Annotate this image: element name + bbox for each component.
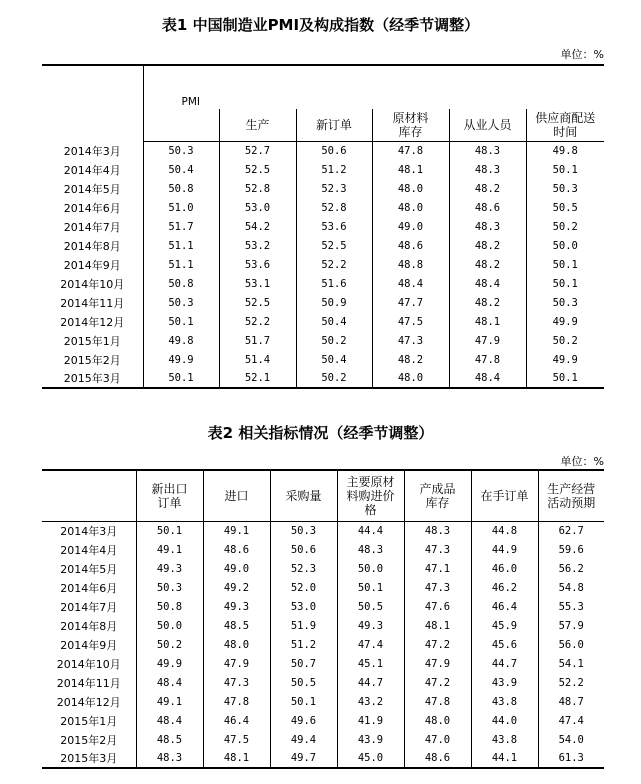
table1-cell: 48.2 <box>372 350 449 369</box>
table1-row-date: 2014年3月 <box>63 144 121 158</box>
table1-cell: 50.0 <box>526 236 604 255</box>
table2-cell: 44.7 <box>471 654 538 673</box>
table2-cell: 46.2 <box>471 578 538 597</box>
table2-cell: 48.3 <box>136 749 203 768</box>
table-row <box>42 350 604 369</box>
table1-cell: 47.3 <box>372 331 449 350</box>
table1-cell: 48.2 <box>449 179 526 198</box>
table-row <box>42 749 604 768</box>
table-row <box>42 521 604 540</box>
table1-cell: 48.4 <box>449 369 526 388</box>
table1-cell: 48.3 <box>449 141 526 160</box>
table1-row-date: 2014年8月 <box>63 239 121 253</box>
table1-cell: 50.1 <box>526 255 604 274</box>
table-row <box>42 616 604 635</box>
table2-cell: 48.5 <box>203 616 270 635</box>
table2-cell: 47.8 <box>203 692 270 711</box>
table2-cell: 46.4 <box>471 597 538 616</box>
table1-cell: 50.8 <box>143 179 219 198</box>
table-row <box>42 711 604 730</box>
table2-cell: 47.9 <box>404 654 471 673</box>
table2-cell: 54.0 <box>538 730 604 749</box>
table2-cell: 48.1 <box>203 749 270 768</box>
table1-header-line: 生产 <box>245 117 270 132</box>
table2-header-col-4 <box>404 470 471 521</box>
table1 <box>42 64 604 389</box>
table-row <box>42 217 604 236</box>
table2-cell: 61.3 <box>538 749 604 768</box>
table1-cell: 49.9 <box>526 350 604 369</box>
table1-cell: 52.1 <box>219 369 296 388</box>
table-row <box>42 274 604 293</box>
table2-header-row <box>42 470 604 521</box>
table1-cell: 49.9 <box>526 312 604 331</box>
table1-cell: 51.7 <box>143 217 219 236</box>
table2 <box>42 469 604 769</box>
table2-cell: 50.8 <box>136 597 203 616</box>
table2-cell: 47.5 <box>203 730 270 749</box>
table2-cell: 55.3 <box>538 597 604 616</box>
table2-row-date: 2015年1月 <box>60 714 118 728</box>
table2-cell: 57.9 <box>538 616 604 635</box>
table2-header-line: 订单 <box>157 495 182 510</box>
table1-cell: 48.0 <box>372 369 449 388</box>
table1-cell: 50.9 <box>296 293 372 312</box>
table2-cell: 56.0 <box>538 635 604 654</box>
table1-row-date: 2015年2月 <box>63 353 121 367</box>
table1-cell: 52.8 <box>296 198 372 217</box>
table1-cell: 51.4 <box>219 350 296 369</box>
table1-row-date: 2014年10月 <box>60 277 125 291</box>
table2-row-date: 2014年3月 <box>60 524 118 538</box>
table1-cell: 48.1 <box>449 312 526 331</box>
table2-header-line: 料购进价 <box>346 488 395 503</box>
table1-header-line: 库存 <box>398 124 423 139</box>
table2-cell: 47.2 <box>404 635 471 654</box>
table1-row-date: 2014年9月 <box>63 258 121 272</box>
table2-cell: 45.9 <box>471 616 538 635</box>
table1-cell: 53.0 <box>219 198 296 217</box>
table2-cell: 48.5 <box>136 730 203 749</box>
table1-cell: 50.6 <box>296 141 372 160</box>
table2-cell: 43.9 <box>337 730 404 749</box>
table2-title: 表2 相关指标情况（经季节调整） <box>207 424 434 442</box>
table2-cell: 47.3 <box>404 540 471 559</box>
table1-cell: 50.2 <box>526 331 604 350</box>
table1-cell: 48.3 <box>449 160 526 179</box>
table-row <box>42 730 604 749</box>
table1-header-col-1 <box>296 109 372 141</box>
table1-row-date: 2015年1月 <box>63 334 121 348</box>
table2-cell: 49.1 <box>136 692 203 711</box>
table2-cell: 47.6 <box>404 597 471 616</box>
table2-row-date: 2014年12月 <box>56 695 121 709</box>
table2-cell: 45.6 <box>471 635 538 654</box>
table1-row-date: 2014年6月 <box>63 201 121 215</box>
table2-cell: 50.5 <box>337 597 404 616</box>
table2-cell: 50.5 <box>270 673 337 692</box>
table2-row-date: 2015年3月 <box>42 749 136 768</box>
table1-cell: 48.0 <box>372 179 449 198</box>
table2-cell: 50.7 <box>270 654 337 673</box>
table1-row-date: 2014年11月 <box>60 296 125 310</box>
table1-cell: 52.5 <box>296 236 372 255</box>
table1-cell: 50.8 <box>143 274 219 293</box>
table2-cell: 43.8 <box>471 692 538 711</box>
table2-cell: 44.0 <box>471 711 538 730</box>
table1-header-line: 原材料 <box>392 110 429 125</box>
table2-cell: 49.3 <box>337 616 404 635</box>
table2-row-date: 2014年11月 <box>56 676 121 690</box>
table2-cell: 47.2 <box>404 673 471 692</box>
table2-row-date: 2014年10月 <box>56 657 121 671</box>
table1-cell: 50.1 <box>526 160 604 179</box>
table-row <box>42 578 604 597</box>
table-row <box>42 369 604 388</box>
table1-cell: 50.4 <box>143 160 219 179</box>
table2-cell: 54.1 <box>538 654 604 673</box>
table1-row-date: 2014年12月 <box>60 315 125 329</box>
table1-cell: 53.1 <box>219 274 296 293</box>
table2-row-date: 2015年2月 <box>60 733 118 747</box>
table1-header-line: 时间 <box>553 124 578 139</box>
table2-header-line: 活动预期 <box>547 495 596 510</box>
table2-unit: 单位：% <box>560 455 604 468</box>
table1-cell: 53.2 <box>219 236 296 255</box>
table1-cell: 47.5 <box>372 312 449 331</box>
table1-cell: 49.8 <box>143 331 219 350</box>
table2-cell: 43.8 <box>471 730 538 749</box>
table2-cell: 48.3 <box>404 521 471 540</box>
table2-cell: 56.2 <box>538 559 604 578</box>
table2-header-line: 新出口 <box>151 481 188 496</box>
table2-cell: 44.9 <box>471 540 538 559</box>
table1-header-line: 从业人员 <box>463 117 512 132</box>
table1-cell: 48.4 <box>372 274 449 293</box>
table2-cell: 59.6 <box>538 540 604 559</box>
table-row <box>42 673 604 692</box>
table1-cell: 50.1 <box>526 274 604 293</box>
table2-cell: 54.8 <box>538 578 604 597</box>
table1-cell: 48.2 <box>449 293 526 312</box>
table-row <box>42 236 604 255</box>
table1-cell: 48.3 <box>449 217 526 236</box>
table2-cell: 50.0 <box>136 616 203 635</box>
table2-cell: 49.9 <box>136 654 203 673</box>
table2-cell: 49.3 <box>136 559 203 578</box>
table-row <box>42 540 604 559</box>
table1-cell: 48.6 <box>372 236 449 255</box>
table-row <box>42 559 604 578</box>
table2-cell: 43.2 <box>337 692 404 711</box>
table1-cell: 51.6 <box>296 274 372 293</box>
table1-cell: 51.1 <box>143 255 219 274</box>
table1-cell: 48.2 <box>449 236 526 255</box>
table2-cell: 47.0 <box>404 730 471 749</box>
table2-cell: 47.4 <box>337 635 404 654</box>
table-row <box>42 293 604 312</box>
table2-header-col-6 <box>538 470 604 521</box>
table1-unit: 单位：% <box>560 48 604 61</box>
table2-cell: 49.4 <box>270 730 337 749</box>
table1-header-corner <box>42 65 143 141</box>
table2-cell: 53.0 <box>270 597 337 616</box>
table2-cell: 49.1 <box>203 521 270 540</box>
table1-row-date: 2014年4月 <box>63 163 121 177</box>
table1-cell: 48.6 <box>449 198 526 217</box>
table-row <box>42 141 604 160</box>
table1-header-line: 新订单 <box>315 117 352 132</box>
table2-row-date: 2014年6月 <box>60 581 118 595</box>
table2-cell: 44.4 <box>337 521 404 540</box>
table2-cell: 48.4 <box>136 711 203 730</box>
table2-cell: 50.1 <box>136 521 203 540</box>
table2-cell: 44.1 <box>471 749 538 768</box>
table1-cell: 51.7 <box>219 331 296 350</box>
table2-cell: 51.9 <box>270 616 337 635</box>
table2-header-line: 格 <box>364 502 377 517</box>
table2-cell: 49.7 <box>270 749 337 768</box>
table2-cell: 47.9 <box>203 654 270 673</box>
table2-cell: 52.0 <box>270 578 337 597</box>
table2-header-line: 主要原材 <box>346 474 395 489</box>
table2-header-line: 进口 <box>224 488 249 503</box>
table1-cell: 49.9 <box>143 350 219 369</box>
table1-header-spacer <box>219 65 604 109</box>
table1-cell: 51.2 <box>296 160 372 179</box>
table2-cell: 46.0 <box>471 559 538 578</box>
table1-cell: 50.1 <box>526 369 604 388</box>
table1-header-col-4 <box>526 109 604 141</box>
table2-row-date: 2014年7月 <box>60 600 118 614</box>
table1-cell: 53.6 <box>296 217 372 236</box>
table2-row-date: 2014年8月 <box>60 619 118 633</box>
table2-cell: 50.6 <box>270 540 337 559</box>
table2-cell: 52.3 <box>270 559 337 578</box>
table1-title: 表1 中国制造业PMI及构成指数（经季节调整） <box>161 16 480 34</box>
table1-cell: 48.4 <box>449 274 526 293</box>
table1-header-col-2 <box>372 109 449 141</box>
table1-cell: 52.8 <box>219 179 296 198</box>
table1-cell: 47.9 <box>449 331 526 350</box>
table2-cell: 50.0 <box>337 559 404 578</box>
table2-header-col-2 <box>270 470 337 521</box>
table1-cell: 52.7 <box>219 141 296 160</box>
table-row <box>42 160 604 179</box>
table2-cell: 49.6 <box>270 711 337 730</box>
table2-cell: 62.7 <box>538 521 604 540</box>
table1-cell: 50.2 <box>296 331 372 350</box>
table2-header-col-5 <box>471 470 538 521</box>
table2-cell: 48.6 <box>203 540 270 559</box>
table2-row-date: 2014年5月 <box>60 562 118 576</box>
table-row <box>42 597 604 616</box>
table2-cell: 45.0 <box>337 749 404 768</box>
table2-cell: 50.3 <box>270 521 337 540</box>
table1-cell: 50.3 <box>143 293 219 312</box>
table2-cell: 50.1 <box>270 692 337 711</box>
table1-cell: 52.5 <box>219 160 296 179</box>
table2-cell: 49.2 <box>203 578 270 597</box>
table2-cell: 49.0 <box>203 559 270 578</box>
table1-cell: 47.8 <box>372 141 449 160</box>
table1-cell: 50.4 <box>296 350 372 369</box>
table1-cell: 49.8 <box>526 141 604 160</box>
table2-cell: 50.1 <box>337 578 404 597</box>
table1-cell: 50.4 <box>296 312 372 331</box>
table1-cell: 48.0 <box>372 198 449 217</box>
table2-cell: 47.1 <box>404 559 471 578</box>
table2-cell: 49.1 <box>136 540 203 559</box>
table1-header-line: 供应商配送 <box>535 110 596 125</box>
table1-cell: 49.0 <box>372 217 449 236</box>
table1-header-col-3 <box>449 109 526 141</box>
table2-header-col-0 <box>136 470 203 521</box>
table1-cell: 50.3 <box>526 179 604 198</box>
table-row <box>42 654 604 673</box>
table2-header-line: 库存 <box>425 495 450 510</box>
table2-header-line: 在手订单 <box>480 488 529 503</box>
table1-cell: 50.1 <box>143 312 219 331</box>
table1-row-date: 2014年7月 <box>63 220 121 234</box>
table2-cell: 47.4 <box>538 711 604 730</box>
table1-cell: 50.1 <box>143 369 219 388</box>
table1-cell: 52.3 <box>296 179 372 198</box>
table1-cell: 47.7 <box>372 293 449 312</box>
table1-cell: 50.5 <box>526 198 604 217</box>
table2-cell: 47.3 <box>203 673 270 692</box>
table2-cell: 52.2 <box>538 673 604 692</box>
table1-cell: 51.1 <box>143 236 219 255</box>
table2-cell: 47.8 <box>404 692 471 711</box>
table2-header-corner <box>42 470 136 521</box>
table2-cell: 41.9 <box>337 711 404 730</box>
table1-cell: 52.2 <box>296 255 372 274</box>
table2-cell: 51.2 <box>270 635 337 654</box>
table2-row-date: 2014年4月 <box>60 543 118 557</box>
table2-header-line: 产成品 <box>419 481 456 496</box>
table2-cell: 48.7 <box>538 692 604 711</box>
table1-row-date: 2015年3月 <box>42 369 143 388</box>
table2-cell: 43.9 <box>471 673 538 692</box>
table2-cell: 48.1 <box>404 616 471 635</box>
table1-cell: 52.5 <box>219 293 296 312</box>
table2-header-line: 采购量 <box>285 488 322 503</box>
table2-cell: 48.3 <box>337 540 404 559</box>
table1-cell: 51.0 <box>143 198 219 217</box>
table2-cell: 48.0 <box>404 711 471 730</box>
table2-cell: 50.2 <box>136 635 203 654</box>
table2-cell: 46.4 <box>203 711 270 730</box>
table2-cell: 48.0 <box>203 635 270 654</box>
table-row <box>42 179 604 198</box>
table-row <box>42 255 604 274</box>
table2-header-col-1 <box>203 470 270 521</box>
table2-cell: 50.3 <box>136 578 203 597</box>
table2-cell: 44.7 <box>337 673 404 692</box>
table2-cell: 48.4 <box>136 673 203 692</box>
table1-cell: 50.2 <box>526 217 604 236</box>
table2-cell: 49.3 <box>203 597 270 616</box>
table1-cell: 52.2 <box>219 312 296 331</box>
table1-cell: 50.3 <box>526 293 604 312</box>
table-row <box>42 331 604 350</box>
table2-header-line: 生产经营 <box>547 481 596 496</box>
table1-header-pmi: PMI <box>143 65 219 109</box>
table2-cell: 47.3 <box>404 578 471 597</box>
table2-cell: 45.1 <box>337 654 404 673</box>
table1-cell: 48.1 <box>372 160 449 179</box>
table2-cell: 44.8 <box>471 521 538 540</box>
table2-cell: 48.6 <box>404 749 471 768</box>
table1-cell: 47.8 <box>449 350 526 369</box>
table1-header-col-0 <box>219 109 296 141</box>
table-row <box>42 312 604 331</box>
table1-cell: 48.8 <box>372 255 449 274</box>
table2-header-col-3 <box>337 470 404 521</box>
table-row <box>42 198 604 217</box>
table1-row-date: 2014年5月 <box>63 182 121 196</box>
table1-cell: 54.2 <box>219 217 296 236</box>
table1-header-top-row <box>42 65 604 109</box>
table1-cell: 50.3 <box>143 141 219 160</box>
table1-cell: 50.2 <box>296 369 372 388</box>
table1-header-pmi-cont <box>143 109 219 141</box>
table-row <box>42 692 604 711</box>
table-row <box>42 635 604 654</box>
table1-cell: 48.2 <box>449 255 526 274</box>
table1-cell: 53.6 <box>219 255 296 274</box>
table2-row-date: 2014年9月 <box>60 638 118 652</box>
